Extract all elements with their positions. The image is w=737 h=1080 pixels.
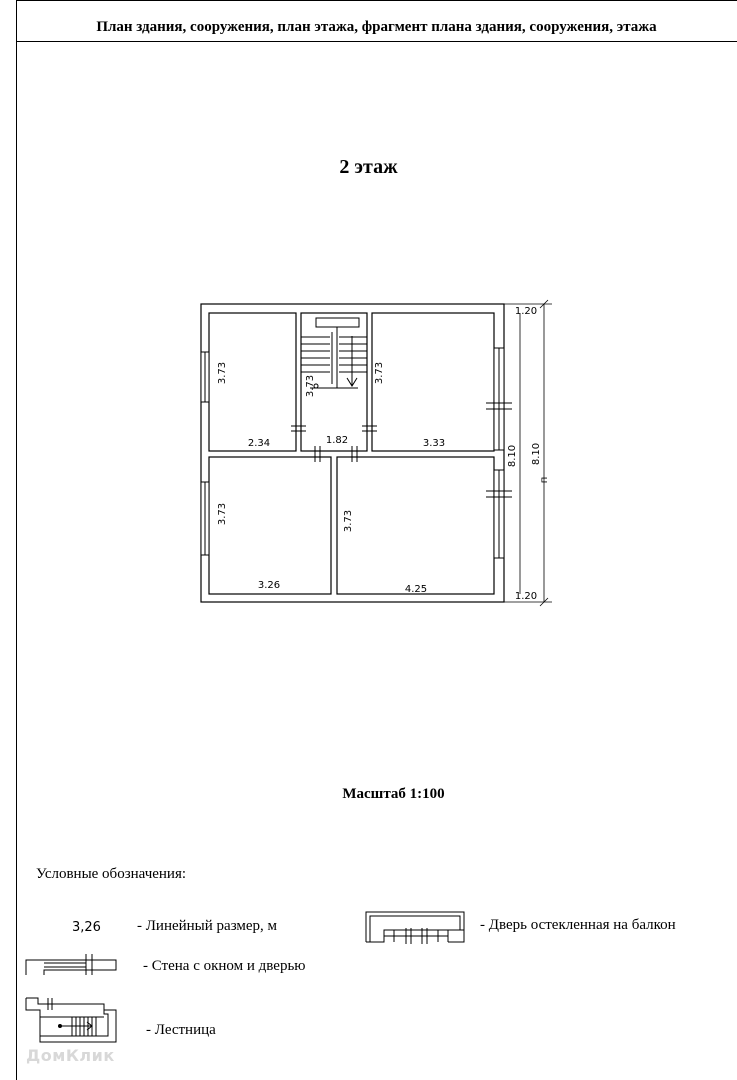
dim-right-inner-total: 8.10 <box>507 444 518 468</box>
dim-point-label: п <box>539 476 550 484</box>
watermark: ДомКлик <box>26 1046 115 1065</box>
dim-right-top: 1.20 <box>514 306 538 317</box>
dim-corridor-width: 1.82 <box>325 435 349 446</box>
dim-room-br-width: 4.25 <box>404 584 428 595</box>
room-top-right <box>372 313 494 451</box>
dim-right-bottom: 1.20 <box>514 591 538 602</box>
dim-stair-height: 3.73 <box>305 374 316 398</box>
window-right-top <box>486 348 512 450</box>
scale-label: Масштаб 1:100 <box>342 786 445 802</box>
legend-balcony-door: - Дверь остекленная на балкон <box>480 917 676 933</box>
dim-room-bl-height: 3.73 <box>217 502 228 526</box>
dim-room-tl-height: 3.73 <box>217 361 228 385</box>
window-left-bottom <box>201 482 209 555</box>
dim-room-tr-width: 3.33 <box>422 438 446 449</box>
sheet-header: План здания, сооружения, план этажа, фрагмент плана здания, сооружения, этажа <box>16 12 737 42</box>
window-right-bottom <box>486 470 512 558</box>
legend-wall-window-door: - Стена с окном и дверью <box>143 958 306 974</box>
legend-stairs: - Лестница <box>146 1022 216 1038</box>
window-left-top <box>201 352 209 402</box>
dim-room-br-height: 3.73 <box>343 509 354 533</box>
legend-title: Условные обозначения: <box>36 866 187 882</box>
legend-wall-window-door-symbol <box>26 954 116 975</box>
legend-stairs-symbol <box>26 998 116 1042</box>
legend-balcony-door-symbol <box>366 912 464 944</box>
legend-linear-size: - Линейный размер, м <box>137 918 278 934</box>
dim-room-tr-height: 3.73 <box>374 361 385 385</box>
dim-room-bl-width: 3.26 <box>257 580 281 591</box>
legend-sample-number: 3,26 <box>72 920 101 935</box>
room-bottom-right <box>337 457 494 594</box>
dim-right-outer-total: 8.10 <box>531 442 542 466</box>
dim-room-tl-width: 2.34 <box>247 438 271 449</box>
floor-title: 2 этаж <box>339 156 398 178</box>
